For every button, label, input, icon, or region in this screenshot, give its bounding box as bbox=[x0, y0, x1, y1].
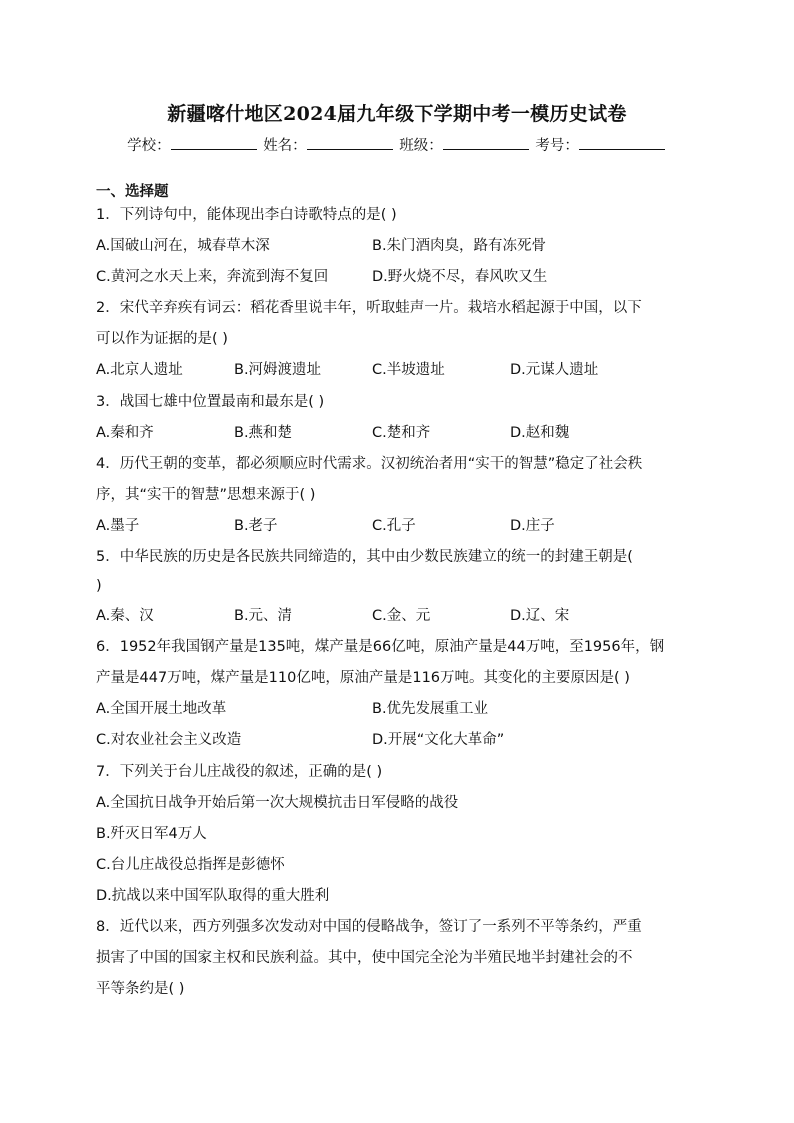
question-2-text-line-1: 2．宋代辛弃疾有词云：稻花香里说丰年，听取蛙声一片。栽培水稻起源于中国，以下 bbox=[96, 300, 642, 316]
school-blank[interactable] bbox=[171, 135, 257, 150]
question-5-text-line-2: ) bbox=[96, 578, 102, 594]
question-2-text-line-2: 可以作为证据的是( ) bbox=[96, 331, 228, 347]
question-4-option-d: D.庄子 bbox=[510, 518, 555, 534]
name-blank[interactable] bbox=[307, 135, 393, 150]
question-5-option-d: D.辽、宋 bbox=[510, 608, 570, 624]
question-5-option-b: B.元、清 bbox=[234, 608, 293, 624]
page-title: 新疆喀什地区2024届九年级下学期中考一模历史试卷 bbox=[167, 103, 627, 125]
number-blank[interactable] bbox=[579, 135, 665, 150]
school-label: 学校： bbox=[127, 138, 171, 154]
question-1-text: 1．下列诗句中，能体现出李白诗歌特点的是( ) bbox=[96, 207, 397, 223]
question-1-option-b: B.朱门酒肉臭，路有冻死骨 bbox=[372, 238, 547, 254]
question-7-option-a: A.全国抗日战争开始后第一次大规模抗击日军侵略的战役 bbox=[96, 795, 459, 811]
question-5-option-a: A.秦、汉 bbox=[96, 608, 154, 624]
question-8-text-line-1: 8．近代以来，西方列强多次发动对中国的侵略战争，签订了一系列不平等条约，严重 bbox=[96, 919, 642, 935]
question-2-option-d: D.元谋人遗址 bbox=[510, 362, 599, 378]
class-label: 班级： bbox=[399, 138, 443, 154]
question-6-text-line-1: 6．1952年我国钢产量是135吨，煤产量是66亿吨，原油产量是44万吨，至1956年，钢 bbox=[96, 639, 665, 655]
question-8-text-line-3: 平等条约是( ) bbox=[96, 981, 185, 997]
question-2-option-b: B.河姆渡遗址 bbox=[234, 362, 322, 378]
question-7-option-c: C.台儿庄战役总指挥是彭德怀 bbox=[96, 857, 285, 873]
question-3-option-b: B.燕和楚 bbox=[234, 425, 293, 441]
question-3-option-d: D.赵和魏 bbox=[510, 425, 570, 441]
question-4-option-a: A.墨子 bbox=[96, 518, 140, 534]
name-label: 姓名： bbox=[263, 138, 307, 154]
question-3-text: 3．战国七雄中位置最南和最东是( ) bbox=[96, 394, 325, 410]
section-heading: 一、选择题 bbox=[96, 184, 169, 200]
question-6-option-c: C.对农业社会主义改造 bbox=[96, 732, 242, 748]
question-3-option-a: A.秦和齐 bbox=[96, 425, 154, 441]
question-4-text-line-2: 序，其“实干的智慧”思想来源于( ) bbox=[96, 487, 316, 503]
question-6-option-d: D.开展“文化大革命” bbox=[372, 732, 505, 748]
question-4-option-c: C.孔子 bbox=[372, 518, 416, 534]
question-6-option-a: A.全国开展土地改革 bbox=[96, 701, 227, 717]
question-7-option-d: D.抗战以来中国军队取得的重大胜利 bbox=[96, 888, 330, 904]
question-2-option-a: A.北京人遗址 bbox=[96, 362, 183, 378]
question-3-option-c: C.楚和齐 bbox=[372, 425, 431, 441]
question-8-text-line-2: 损害了中国的国家主权和民族利益。其中，使中国完全沦为半殖民地半封建社会的不 bbox=[96, 950, 633, 966]
question-1-option-d: D.野火烧不尽，春风吹又生 bbox=[372, 269, 548, 285]
number-label: 考号： bbox=[535, 138, 579, 154]
question-4-option-b: B.老子 bbox=[234, 518, 278, 534]
question-5-option-c: C.金、元 bbox=[372, 608, 431, 624]
student-info-row bbox=[0, 134, 794, 155]
question-5-text-line-1: 5．中华民族的历史是各民族共同缔造的，其中由少数民族建立的统一的封建王朝是( bbox=[96, 549, 633, 565]
question-6-option-b: B.优先发展重工业 bbox=[372, 701, 489, 717]
question-6-text-line-2: 产量是447万吨，煤产量是110亿吨，原油产量是116万吨。其变化的主要原因是( ) bbox=[96, 670, 630, 686]
question-4-text-line-1: 4．历代王朝的变革，都必须顺应时代需求。汉初统治者用“实干的智慧”稳定了社会秩 bbox=[96, 456, 643, 472]
question-7-text: 7．下列关于台儿庄战役的叙述，正确的是( ) bbox=[96, 764, 383, 780]
question-1-option-a: A.国破山河在，城春草木深 bbox=[96, 238, 270, 254]
question-2-option-c: C.半坡遗址 bbox=[372, 362, 445, 378]
question-1-option-c: C.黄河之水天上来，奔流到海不复回 bbox=[96, 269, 329, 285]
question-7-option-b: B.歼灭日军4万人 bbox=[96, 826, 207, 842]
class-blank[interactable] bbox=[443, 135, 529, 150]
